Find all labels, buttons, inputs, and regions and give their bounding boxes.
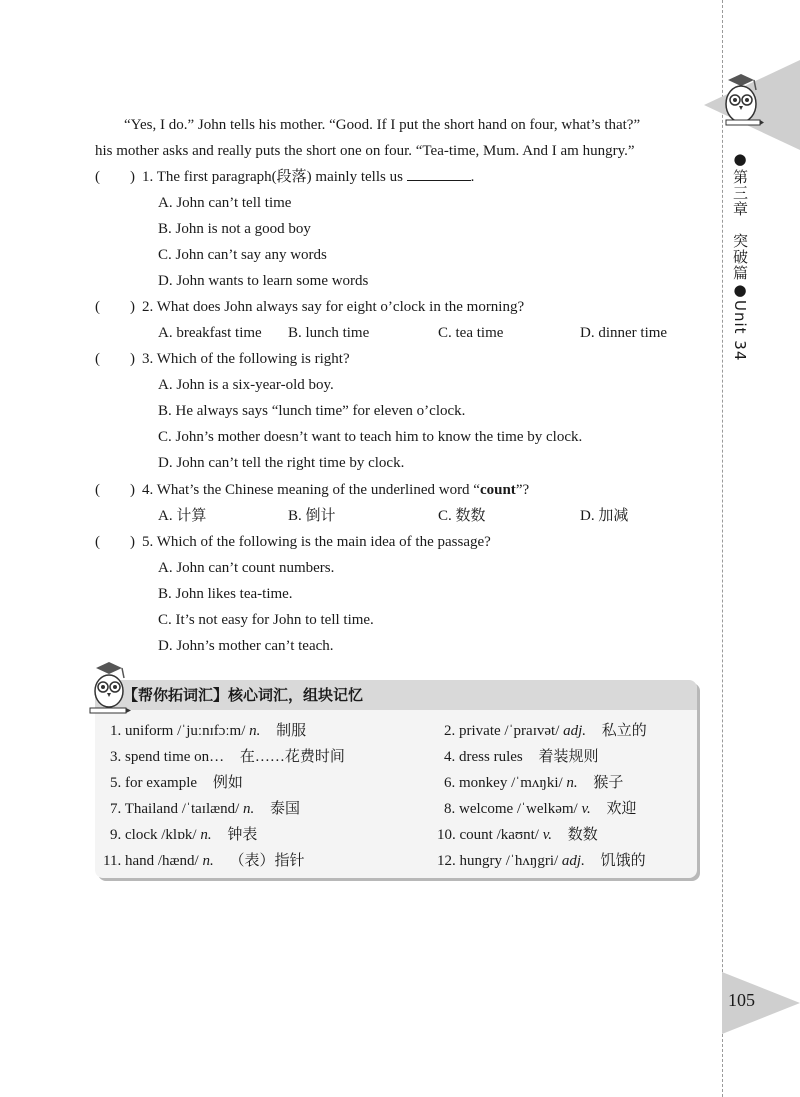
question-1-end: .: [470, 169, 475, 185]
question-5-option-d: D. John’s mother can’t teach.: [158, 638, 334, 654]
vocab-item-11: 11. hand /hænd/ n. （表）指针: [103, 853, 305, 869]
vocab-item-3: 3. spend time on… 在……花费时间: [110, 749, 345, 765]
question-5-option-b: B. John likes tea-time.: [158, 586, 293, 602]
vocab-item-10: 10. count /kaʊnt/ v. 数数: [437, 827, 598, 843]
question-1-stem: [142, 164, 474, 190]
question-1-paren: ( ): [95, 169, 135, 185]
margin-dotted-rule: [722, 0, 723, 1097]
question-4-stem: [142, 477, 529, 503]
answer-blank: [407, 166, 471, 181]
vocab-item-2: 2. private /ˈpraɪvət/ adj. 私立的: [444, 723, 647, 739]
question-1-option-a: A. John can’t tell time: [158, 195, 292, 211]
owl-mascot-icon: [718, 70, 764, 132]
question-4-paren: ( ): [95, 482, 135, 498]
question-4-option-a: A. 计算: [158, 508, 207, 524]
vocab-item-7: 7. Thailand /ˈtaɪlænd/ n. 泰国: [110, 801, 301, 817]
vocabulary-header: [95, 680, 697, 710]
vocab-item-9: 9. clock /klɒk/ n. 钟表: [110, 827, 258, 843]
question-2-option-c: C. tea time: [438, 325, 504, 341]
underlined-word: count: [479, 482, 516, 498]
vocabulary-title: 【帮你拓词汇】核心词汇，组块记忆: [123, 686, 364, 704]
vocab-item-12: 12. hungry /ˈhʌŋgri/ adj. 饥饿的: [437, 853, 646, 869]
question-4-option-b: B. 倒计: [288, 508, 336, 524]
vocab-item-4: 4. dress rules 着装规则: [444, 749, 599, 765]
question-2-option-a: A. breakfast time: [158, 325, 262, 341]
question-4-option-c: C. 数数: [438, 508, 486, 524]
vocab-item-1: 1. uniform /ˈjuːnɪfɔːm/ n. 制服: [110, 723, 307, 739]
question-2-option-b: B. lunch time: [288, 325, 370, 341]
question-4-option-d: D. 加减: [580, 508, 629, 524]
question-5-stem: 5. Which of the following is the main idea of the passage?: [142, 534, 491, 550]
question-3-option-c: C. John’s mother doesn’t want to teach him to know the time by clock.: [158, 429, 583, 445]
question-3-option-d: D. John can’t tell the right time by clock.: [158, 455, 405, 471]
question-1-text: 1. The first paragraph(段落) mainly tells us: [142, 169, 403, 185]
passage-line-2: his mother asks and really puts the short one on four. “Tea-time, Mum. And I am hungry.”: [95, 143, 635, 159]
vocab-item-6: 6. monkey /ˈmʌŋki/ n. 猴子: [444, 775, 624, 791]
vocab-item-5: 5. for example 例如: [110, 775, 243, 791]
question-1-option-b: B. John is not a good boy: [158, 221, 311, 237]
question-2-stem: 2. What does John always say for eight o’clock in the morning?: [142, 299, 525, 315]
question-3-option-a: A. John is a six-year-old boy.: [158, 377, 334, 393]
question-4-text: 4. What’s the Chinese meaning of the underlined word “: [142, 482, 480, 498]
question-3-option-b: B. He always says “lunch time” for eleven o’clock.: [158, 403, 466, 419]
question-5-paren: ( ): [95, 534, 135, 550]
question-3-stem: 3. Which of the following is right?: [142, 351, 350, 367]
question-5-option-a: A. John can’t count numbers.: [158, 560, 335, 576]
chapter-side-label: ●第三章 突破篇●Unit 34: [731, 150, 749, 362]
question-5-option-c: C. It’s not easy for John to tell time.: [158, 612, 374, 628]
question-2-paren: ( ): [95, 299, 135, 315]
question-1-option-c: C. John can’t say any words: [158, 247, 327, 263]
question-4-end: ”?: [515, 482, 530, 498]
page-number: 105: [728, 990, 755, 1010]
question-2-option-d: D. dinner time: [580, 325, 668, 341]
owl-mascot-icon: [86, 660, 132, 718]
passage-line-1: “Yes, I do.” John tells his mother. “Good. If I put the short hand on four, what’s that?”: [124, 117, 641, 133]
question-3-paren: ( ): [95, 351, 135, 367]
question-1-option-d: D. John wants to learn some words: [158, 273, 369, 289]
vocab-item-8: 8. welcome /ˈwelkəm/ v. 欢迎: [444, 801, 637, 817]
